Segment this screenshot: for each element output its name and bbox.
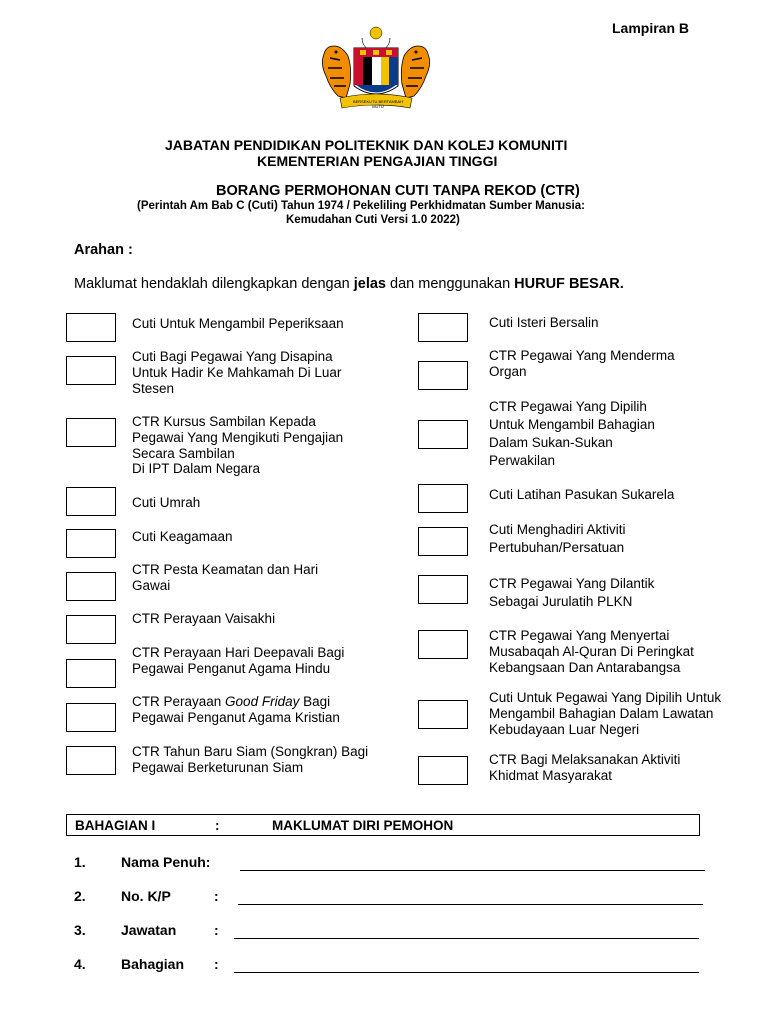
option-label: Cuti Latihan Pasukan Sukarela — [489, 487, 675, 502]
field-label-nama-penuh: Nama Penuh: — [121, 854, 211, 870]
checkbox-cuti-keagamaan[interactable] — [66, 529, 116, 558]
option-label: CTR Pegawai Yang Dipilih Untuk Mengambil Bahagian Dalam Sukan-Sukan Perwakilan — [489, 399, 655, 468]
form-title: BORANG PERMOHONAN CUTI TANPA REKOD (CTR) — [216, 183, 580, 199]
option-label: Cuti Bagi Pegawai Yang Disapina Untuk Hadir Ke Mahkamah Di Luar Stesen — [132, 349, 342, 396]
checkbox-cuti-lawatan-kebudayaan[interactable] — [418, 700, 468, 729]
checkbox-ctr-sukan-perwakilan[interactable] — [418, 420, 468, 449]
option-label: CTR Tahun Baru Siam (Songkran) Bagi Pegawai Berketurunan Siam — [132, 744, 369, 775]
option-label: CTR Pegawai Yang Menyertai Musabaqah Al-Quran Di Peringkat Kebangsaan Dan Antarabangsa — [489, 628, 694, 675]
option-label: CTR Bagi Melaksanakan Aktiviti Khidmat Masyarakat — [489, 752, 681, 783]
nama-penuh-input-line[interactable] — [240, 870, 705, 871]
checkbox-ctr-kursus-sambilan[interactable] — [66, 418, 116, 447]
field-number: 2. — [74, 888, 86, 904]
section-label: BAHAGIAN I — [75, 818, 156, 833]
checkbox-ctr-keamatan-gawai[interactable] — [66, 572, 116, 601]
option-label: Cuti Isteri Bersalin — [489, 315, 599, 330]
checkbox-cuti-latihan-sukarela[interactable] — [418, 484, 468, 513]
field-colon: : — [214, 888, 219, 904]
annex-label: Lampiran B — [612, 20, 690, 36]
checkbox-ctr-jurulatih-plkn[interactable] — [418, 575, 468, 604]
option-label: CTR Perayaan Hari Deepavali Bagi Pegawai Penganut Agama Hindu — [132, 645, 345, 676]
option-label: Cuti Keagamaan — [132, 529, 233, 544]
ministry-title: KEMENTERIAN PENGAJIAN TINGGI — [257, 153, 498, 169]
department-title: JABATAN PENDIDIKAN POLITEKNIK DAN KOLEJ KOMUNITI — [165, 137, 568, 153]
checkbox-ctr-vaisakhi[interactable] — [66, 615, 116, 644]
option-label-continuation: Di IPT Dalam Negara — [132, 461, 261, 476]
crest-motto-text: BERSEKUTU BERTAMBAH MUTU — [352, 99, 404, 109]
checkbox-ctr-musabaqah[interactable] — [418, 630, 468, 659]
field-label-jawatan: Jawatan — [121, 922, 177, 938]
checkbox-ctr-good-friday[interactable] — [66, 703, 116, 732]
option-label: CTR Pegawai Yang Dilantik Sebagai Jurulatih PLKN — [489, 576, 655, 609]
field-label-bahagian: Bahagian — [121, 956, 185, 972]
checkbox-ctr-derma-organ[interactable] — [418, 361, 468, 390]
section-colon: : — [215, 818, 220, 833]
field-label-no-kp: No. K/P — [121, 888, 171, 904]
instructions-text: Maklumat hendaklah dilengkapkan dengan jelas dan menggunakan HURUF BESAR. — [74, 276, 624, 292]
field-colon: : — [214, 956, 219, 972]
option-label: CTR Pesta Keamatan dan Hari Gawai — [132, 562, 319, 593]
option-label: Cuti Untuk Pegawai Yang Dipilih Untuk Mengambil Bahagian Dalam Lawatan Kebudayaan Luar Negeri — [489, 690, 722, 737]
instructions-label: Arahan : — [74, 242, 133, 258]
option-label: Cuti Menghadiri Aktiviti Pertubuhan/Persatuan — [489, 522, 626, 555]
field-number: 3. — [74, 922, 86, 938]
checkbox-ctr-khidmat-masyarakat[interactable] — [418, 756, 468, 785]
form-subtitle-line1: (Perintah Am Bab C (Cuti) Tahun 1974 / Pekeliling Perkhidmatan Sumber Manusia: — [137, 200, 585, 212]
checkbox-cuti-disapina[interactable] — [66, 356, 116, 385]
section-header-bar — [66, 814, 700, 836]
option-label: CTR Perayaan Vaisakhi — [132, 611, 276, 626]
field-number: 1. — [74, 854, 86, 870]
no-kp-input-line[interactable] — [238, 904, 703, 905]
checkbox-ctr-deepavali[interactable] — [66, 659, 116, 688]
option-label: Cuti Untuk Mengambil Peperiksaan — [132, 316, 344, 331]
jawatan-input-line[interactable] — [234, 938, 699, 939]
field-number: 4. — [74, 956, 86, 972]
checkbox-cuti-isteri-bersalin[interactable] — [418, 313, 468, 342]
option-label: Cuti Umrah — [132, 495, 201, 510]
option-label: CTR Perayaan Good Friday Bagi Pegawai Penganut Agama Kristian — [132, 694, 340, 725]
checkbox-ctr-songkran[interactable] — [66, 746, 116, 775]
checkbox-cuti-peperiksaan[interactable] — [66, 313, 116, 342]
option-label: CTR Kursus Sambilan Kepada Pegawai Yang Mengikuti Pengajian Secara Sambilan — [132, 414, 344, 461]
section-title: MAKLUMAT DIRI PEMOHON — [272, 818, 454, 833]
form-subtitle-line2: Kemudahan Cuti Versi 1.0 2022) — [286, 214, 460, 226]
option-label: CTR Pegawai Yang Menderma Organ — [489, 348, 675, 379]
checkbox-cuti-umrah[interactable] — [66, 487, 116, 516]
checkbox-cuti-aktiviti-pertubuhan[interactable] — [418, 527, 468, 556]
bahagian-input-line[interactable] — [234, 972, 699, 973]
field-colon: : — [214, 922, 219, 938]
